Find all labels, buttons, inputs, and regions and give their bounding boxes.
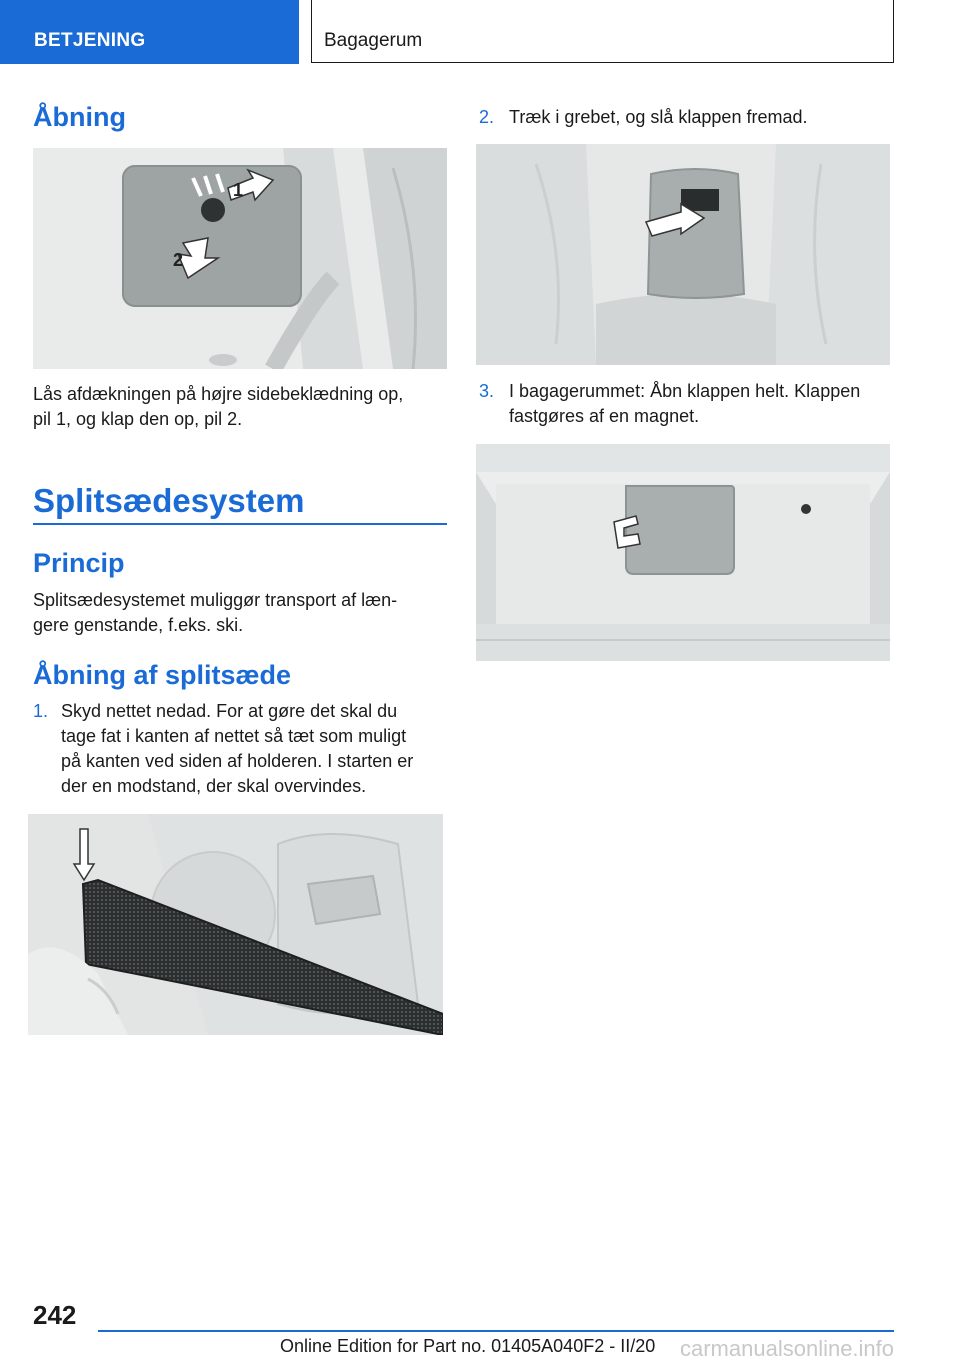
step-number-2: 2.: [479, 107, 495, 127]
chapter-title: Bagagerum: [324, 30, 423, 51]
heading-principle: Princip: [33, 548, 125, 578]
arrow-label-1: 1: [233, 180, 244, 200]
figure-pull-handle: [476, 144, 890, 365]
step-text-3: I bagagerummet: Åbn klappen helt. Klappen fastgøres af en magnet.: [509, 381, 861, 426]
watermark: carmanualsonline.info: [680, 1336, 895, 1361]
footer-rule: [98, 1330, 894, 1332]
step-number-3: 3.: [479, 381, 495, 401]
figure-open-flap-trunk: [476, 444, 890, 661]
step-text-2: Træk i grebet, og slå klappen fremad.: [509, 107, 808, 127]
figure-side-panel-cover: [33, 148, 447, 369]
chapter-box: [311, 0, 894, 63]
heading-rule: [33, 523, 447, 525]
section-tab: [0, 0, 299, 64]
heading-opening: Åbning: [33, 102, 126, 132]
heading-opening-split-seat: Åbning af splitsæde: [33, 660, 292, 690]
heading-split-seat-system: Splitsædesystem: [33, 482, 305, 519]
page-number: 242: [33, 1300, 77, 1330]
step-number-1: 1.: [33, 701, 49, 721]
section-title: BETJENING: [34, 30, 146, 51]
step-text-1: Skyd nettet nedad. For at gøre det skal du tage fat i kanten af nettet så tæt som muligt på kanten ved siden af holderen. I starten er der en modstand, der skal overvindes.: [61, 701, 414, 796]
arrow-label-2: 2: [173, 250, 184, 270]
principle-text: Splitsædesystemet muliggør transport af læn- gere genstande, f.eks. ski.: [33, 590, 398, 635]
figure-net-lowering: [28, 814, 443, 1035]
footer-edition: Online Edition for Part no. 01405A040F2 - II/20: [280, 1336, 656, 1356]
caption-opening: Lås afdækningen på højre sidebeklædning op, pil 1, og klap den op, pil 2.: [33, 384, 404, 429]
